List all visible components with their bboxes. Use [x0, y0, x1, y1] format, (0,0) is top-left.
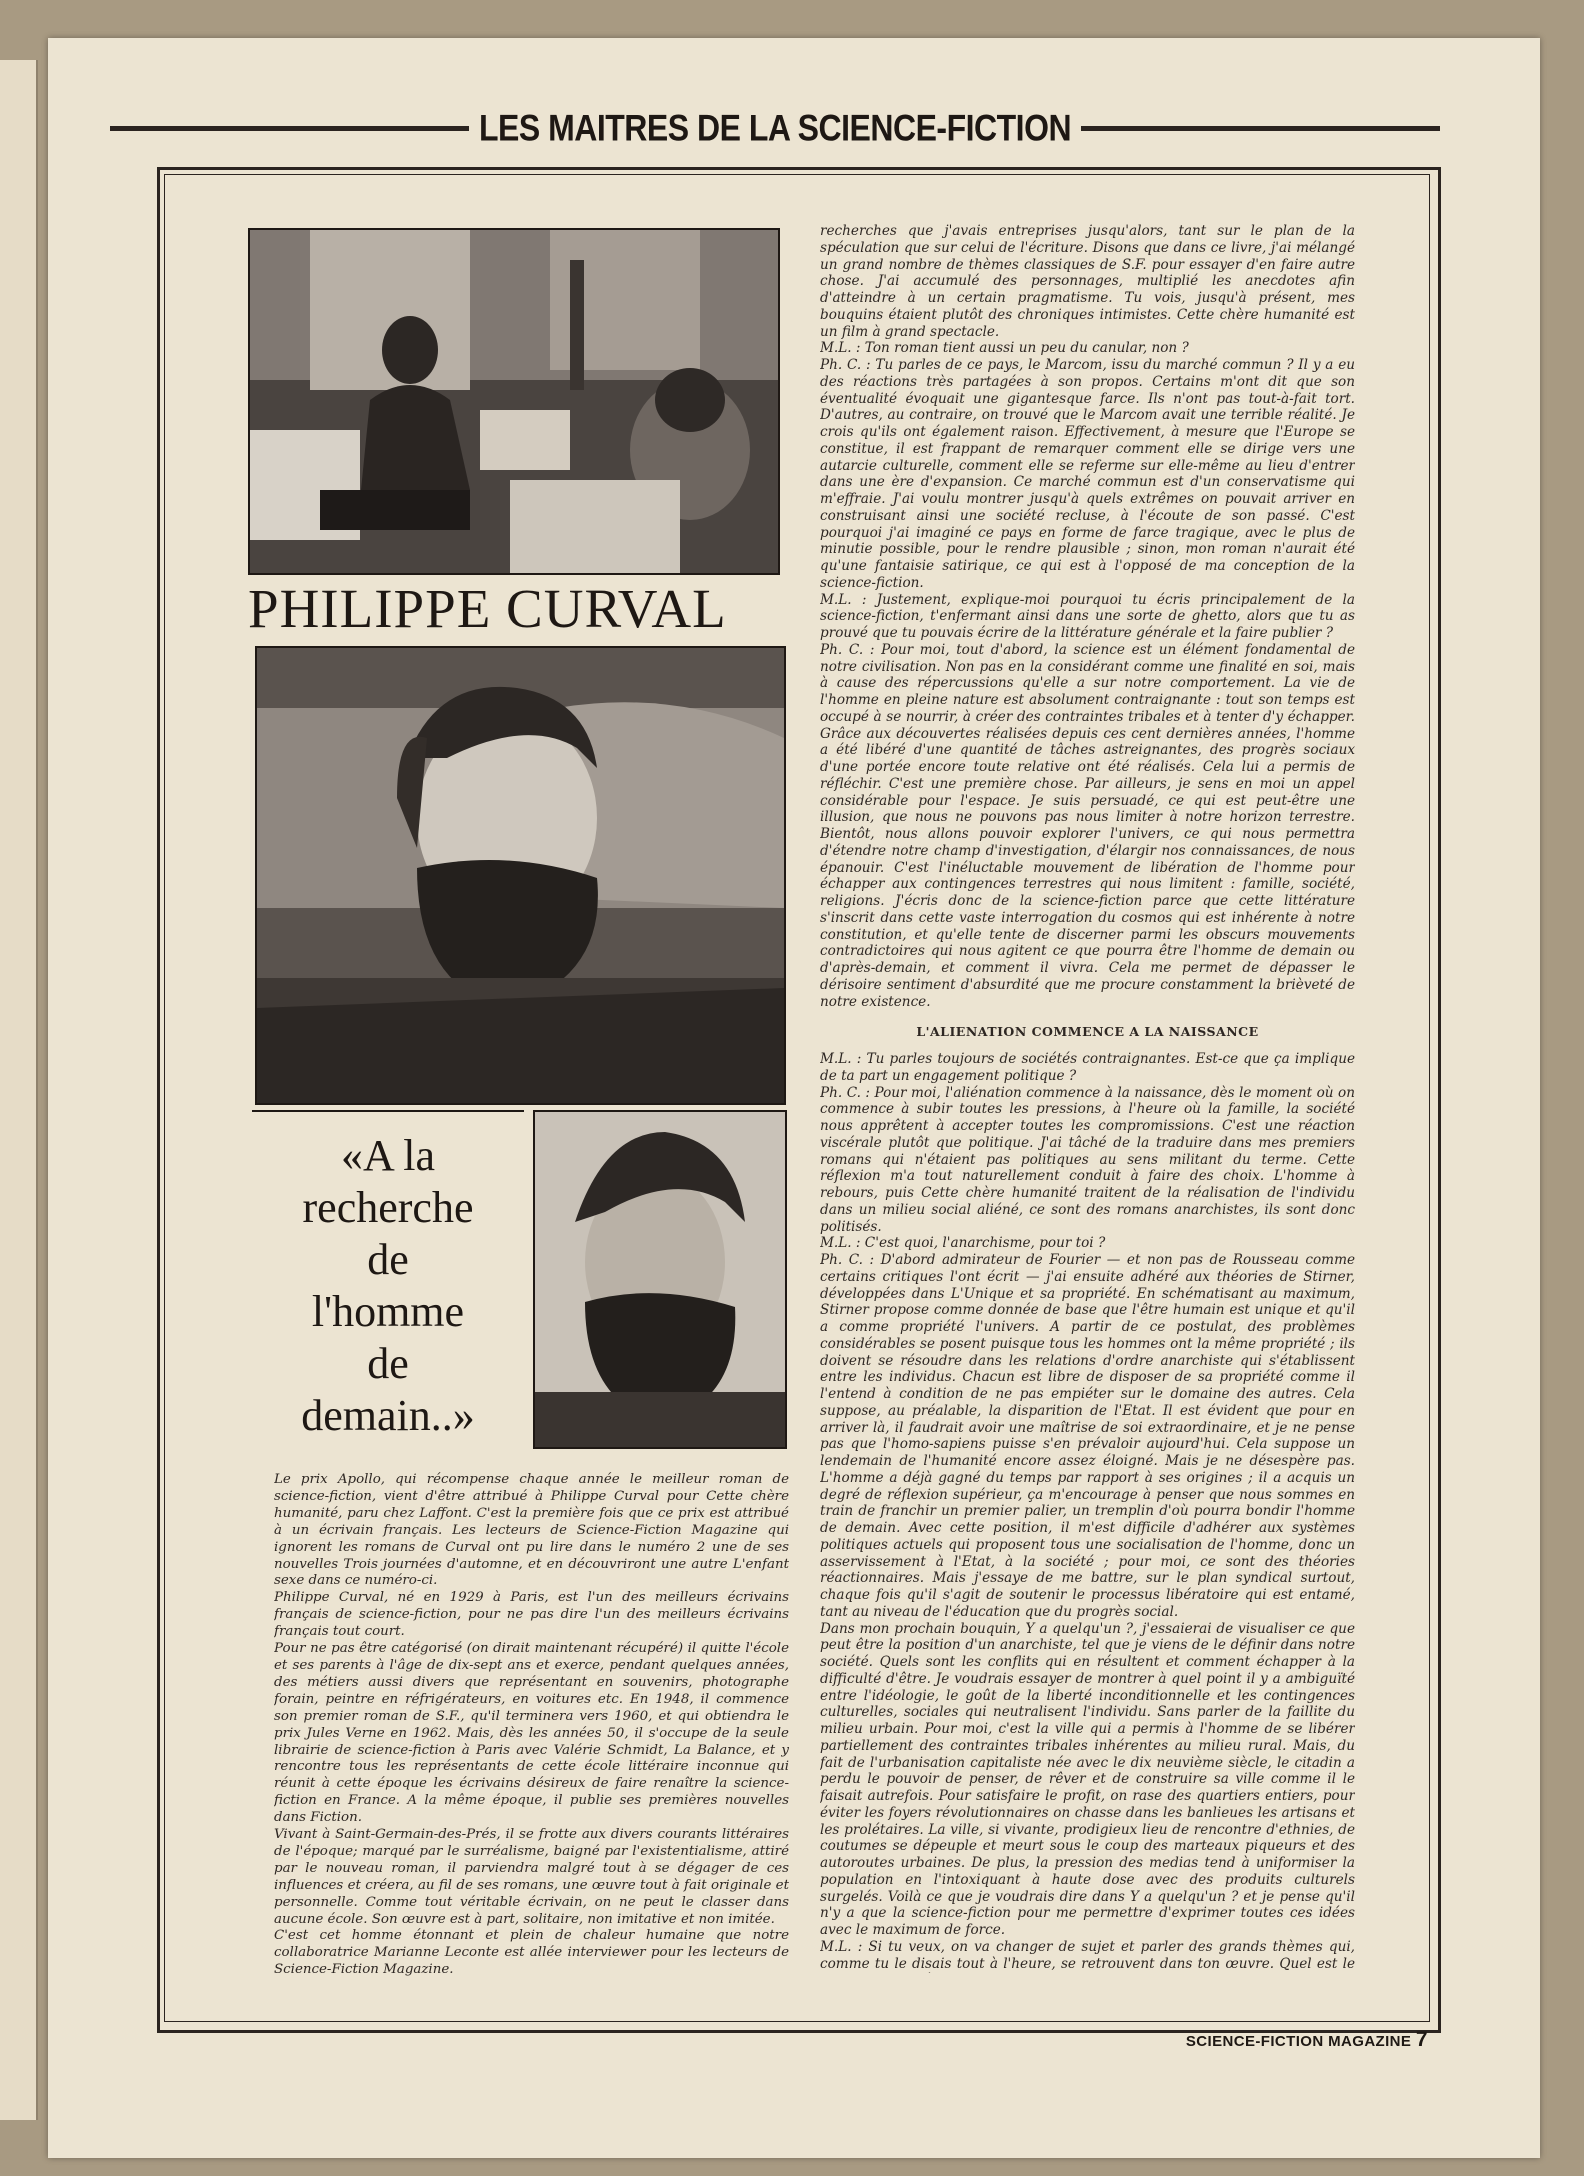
paragraph: Ph. C. : D'abord admirateur de Fourier — et non pas de Rousseau comme certains critiques l'ont écrit — j'ai ensuite adhéré aux théories de Stirner, développées dans L'Unique et sa propriété. En schématisant au maximum, Stirner propose comme donnée de base que l'être humain est unique et qu'il a comme propriété l'univers. A partir de ce postulat, des problèmes considérables se posent puisque tous les hommes ont la même propriété ; ils doivent se résoudre dans les relations d'ordre anarchiste qui s'établissent entre les individus. Chacun est libre de disposer de sa propriété comme il l'entend à condition de ne pas empiéter sur le domaine des autres. Cela suppose, au préalable, la disparition de l'Etat. Il est évident que pour en arriver là, il faudrait avoir une maîtrise de soi extraordinaire, et je ne pense pas que l'homo-sapiens puisse s'en prévaloir aujourd'hui. Cela suppose un lendemain de l'humanité encore assez éloigné. Mais je ne désespère pas. L'homme a déjà gagné du temps par rapport à ses origines ; il a acquis un degré de réflexion supérieur, ça m'encourage à penser que nous sommes en train de franchir un premier palier, un tremplin d'où pourra bondir l'homme de demain. Avec cette position, il m'est difficile d'adhérer aux systèmes politiques actuels qui proposent tous une socialisation de l'homme, donc un asservissement à l'Etat, à la société ; pour moi, ce sont des théories réactionnaires. Mais j'essaye de me battre, sur le plan syndical surtout, chaque fois qu'il s'agit de soutenir le processus libératoire qui est entamé, tant au niveau de l'éducation que du progrès social. [820, 1252, 1355, 1620]
author-name: PHILIPPE CURVAL [248, 578, 727, 639]
magazine-name: SCIENCE-FICTION MAGAZINE [1185, 2033, 1412, 2050]
quote-line: demain..» [301, 1391, 475, 1440]
header-rule-left [110, 126, 469, 131]
quote-line: «A la [340, 1131, 436, 1180]
paragraph: M.L. : Justement, explique-moi pourquoi tu écris principalement de la science-fiction, t'enfermant ainsi dans une sorte de ghetto, alors que tu as prouvé que tu pouvais écrire de la littérature générale et la faire publier ? [820, 591, 1355, 641]
paragraph: recherches que j'avais entreprises jusqu'alors, tant sur le plan de la spéculation que sur celui de l'écriture. Disons que dans ce livre, j'ai mélangé un grand nombre de thèmes classiques de S.F. pour essayer d'en faire autre chose. J'ai accumulé des personnages, multiplié les anecdotes afin d'atteindre à un certain pragmatisme. Tu vois, jusqu'à présent, mes bouquins étaient plutôt des chroniques intimistes. Cette chère humanité est un film à grand spectacle. [820, 223, 1355, 340]
paragraph: Philippe Curval, né en 1929 à Paris, est l'un des meilleurs écrivains français de science-fiction, pour ne pas dire l'un des meilleurs écrivains français tout court. [274, 1590, 789, 1640]
paragraph: C'est cet homme étonnant et plein de chaleur humaine que notre collaboratrice Marianne Leconte est allée interviewer pour les lecteurs de Science-Fiction Magazine. [274, 1928, 789, 1978]
header-rule-right [1081, 126, 1440, 131]
paragraph: M.L. : Ton roman tient aussi un peu du canular, non ? [820, 340, 1189, 357]
photo-living-room [248, 228, 780, 575]
photo-small-portrait [533, 1110, 787, 1449]
paragraph: Ph. C. : Pour moi, l'aliénation commence à la naissance, dès le moment où on commence à subir toutes les pressions, à l'heure où la famille, la société nous apprêtent à accepter toutes les compromissions. C'est une réaction viscérale plutôt que politique. J'ai tâché de la traduire dans mes premiers romans qui n'étaient pas politiques au sens militant du terme. Cette réflexion m'a tout naturellement conduit à faire des choix. L'homme à rebours, puis Cette chère humanité traitent de la réalisation de l'individu dans un milieu social aliéné, ce sont des romans anarchistes, ils sont donc politisés. [820, 1084, 1355, 1235]
paragraph: Vivant à Saint-Germain-des-Prés, il se frotte aux divers courants littéraires de l'époque; marqué par le surréalisme, baigné par l'existentialisme, attiré par le nouveau roman, il parviendra malgré tout à se dégager de ces influences et créera, au fil de ses romans, une œuvre tout à fait originale et personnelle. Comme tout véritable écrivain, on ne peut le classer dans aucune école. Son œuvre est à part, solitaire, non imitative et non imitée. [274, 1827, 789, 1927]
article-intro-column [274, 1472, 789, 1982]
previous-page-edge [0, 60, 38, 2120]
paragraph: Ph. C. : Tu parles de ce pays, le Marcom, issu du marché commun ? Il y a eu des réactions très partagées à son propos. Certains m'ont dit que son éventualité évoquait une gigantesque farce. Ils n'ont pas tout-à-fait tort. D'autres, au contraire, on trouvé que le Marcom avait une terrible réalité. Je crois qu'ils ont également raison. Effectivement, à mesure que l'Europe se constitue, il est frappant de remarquer comment elle se dirige vers une autarcie culturelle, comment elle se referme sur elle-même au lieu d'entrer dans une ère d'expansion. Ce marché commun est d'un conservatisme qui m'effraie. J'ai voulu montrer jusqu'à quels extrêmes on pouvait arriver en construisant ainsi une société recluse, à l'écoute de son passé. C'est pourquoi j'ai imaginé ce pays en forme de farce tragique, avec le plus de minutie possible, pour le rendre plausible ; sinon, mon roman n'aurait été qu'une fantaisie satirique, ce qui est à l'opposé de ma conception de la science-fiction. [820, 357, 1355, 591]
quote-line: de [367, 1235, 409, 1284]
spacer [274, 1979, 789, 1982]
pull-quote [252, 1130, 524, 1442]
paragraph: Ph. C. : Pour moi, tout d'abord, la science est un élément fondamental de notre civilisation. Non pas en la considérant comme une finalité en soi, mais à cause des répercussions qu'elle a sur notre comportement. La vie de l'homme en pleine nature est absolument contraignante : tout son temps est occupé à se nourrir, à créer des contraintes tribales et à tenter d'y échapper. Grâce aux découvertes réalisées depuis ces cent dernières années, l'homme a été libéré d'une quantité de tâches astreignantes, des progrès sociaux d'une portée encore toute relative ont été réalisés. Cela lui a permis de réfléchir. C'est une première chose. Par ailleurs, je sens en moi un appel considérable pour l'espace. Je suis persuadé, ce qui est peut-être une illusion, que nous ne pouvons pas nous limiter à notre horizon terrestre. Bientôt, nous allons pouvoir explorer l'univers, ce qui nous permettra d'étendre notre champ d'investigation, d'élargir nos connaissances, de nous épanouir. C'est l'inéluctable mouvement de libération de l'homme pour échapper aux contingences terrestres qui nous limitent : famille, société, religions. J'écris donc de la science-fiction parce que cette littérature s'inscrit dans cette vaste interrogation du cosmos qui est inhérente à notre constitution, et qu'elle tente de discerner parmi les obscurs mouvements contradictoires qui nous agitent ce que pourra être l'homme de demain ou d'après-demain, et comment il vivra. Cela me permet de dépasser le dérisoire sentiment d'absurdité que me procure constamment la brièveté de notre existence. [820, 641, 1355, 1010]
quote-line: de [367, 1339, 409, 1388]
section-title: LES MAITRES DE LA SCIENCE-FICTION [478, 106, 1072, 149]
paragraph: Pour ne pas être catégorisé (on dirait maintenant récupéré) il quitte l'école et ses parents à l'âge de dix-sept ans et exerce, pendant quelques années, des métiers aussi divers que représentant en souvenirs, photographe forain, peintre en réfrigérateurs, en voitures etc. En 1948, il commence son premier roman de S.F., qu'il terminera vers 1960, et qui obtiendra le prix Jules Verne en 1962. Mais, dès les années 50, il s'occupe de la seule librairie de science-fiction à Paris avec Valérie Schmidt, La Balance, et y rencontre tous les représentants de cette école littéraire inconnue qui réunit à cette époque les écrivains désireux de faire renaître la science-fiction en France. A la même époque, il publie ses premières nouvelles dans Fiction. [274, 1641, 789, 1826]
photo-portrait [255, 646, 786, 1105]
paragraph: Dans mon prochain bouquin, Y a quelqu'un ?, j'essaierai de visualiser ce que peut être la position d'un anarchiste, tel que je viens de le définir dans notre société. Quels sont les conflits qui en résultent et comment échapper à la difficulté d'être. Je voudrais essayer de montrer à quel point il y a ambiguïté entre l'idéologie, le goût de la liberté inconditionnelle et les contingences culturelles, sociales qui neutralisent l'individu. Sans parler de la faillite du milieu urbain. Pour moi, c'est la ville qui a permis à l'homme de se libérer partiellement des contraintes tribales inhérentes au milieu rural. Mais, du fait de l'urbanisation capitaliste née avec le dix neuvième siècle, le citadin a perdu le pouvoir de penser, de rêver et de construire sa ville comme il le faisait autrefois. Pour satisfaire le profit, on rase des quartiers entiers, pour éviter les foyers révolutionnaires on chasse dans les banlieues les artisans et les prolétaires. La ville, si vivante, prodigieux lieu de rencontre d'ethnies, de coutumes se dépeuple et meurt sous le coup des marteaux piqueurs et des autoroutes urbaines. De plus, la pression des medias tend à uniformiser la population en l'intoxiquant à haute dose avec des produits culturels surgelés. Voilà ce que je voudrais dire dans Y a quelqu'un ? et je pense qu'il n'y a que la science-fiction pour me permettre d'exprimer toutes ces idées avec le maximum de force. [820, 1620, 1355, 1938]
paragraph: M.L. : Si tu veux, on va changer de sujet et parler des grands thèmes qui, comme tu le disais tout à l'heure, se retrouvent dans ton œuvre. Quel est le [820, 1938, 1355, 1972]
quote-line: recherche [302, 1183, 474, 1232]
interview-column [820, 223, 1355, 1973]
section-header [110, 98, 1440, 158]
page-footer [1158, 2028, 1428, 2052]
subheading: L'ALIENATION COMMENCE A LA NAISSANCE [916, 1024, 1259, 1040]
paragraph: Le prix Apollo, qui récompense chaque année le meilleur roman de science-fiction, vient d'être attribué à Philippe Curval pour Cette chère humanité, paru chez Laffont. C'est la première fois que ce prix est attribué à un écrivain français. Les lecteurs de Science-Fiction Magazine qui ignorent les romans de Curval ont pu lire dans le numéro 2 une de ses nouvelles Trois journées d'automne, et en découvriront une autre L'enfant sexe dans ce numéro-ci. [274, 1472, 789, 1589]
paragraph: M.L. : C'est quoi, l'anarchisme, pour toi ? [820, 1235, 1106, 1252]
page-number: 7 [1415, 2028, 1428, 2051]
quote-line: l'homme [311, 1287, 465, 1336]
paragraph: M.L. : Tu parles toujours de sociétés contraignantes. Est-ce que ça implique de ta part un engagement politique ? [820, 1051, 1355, 1084]
